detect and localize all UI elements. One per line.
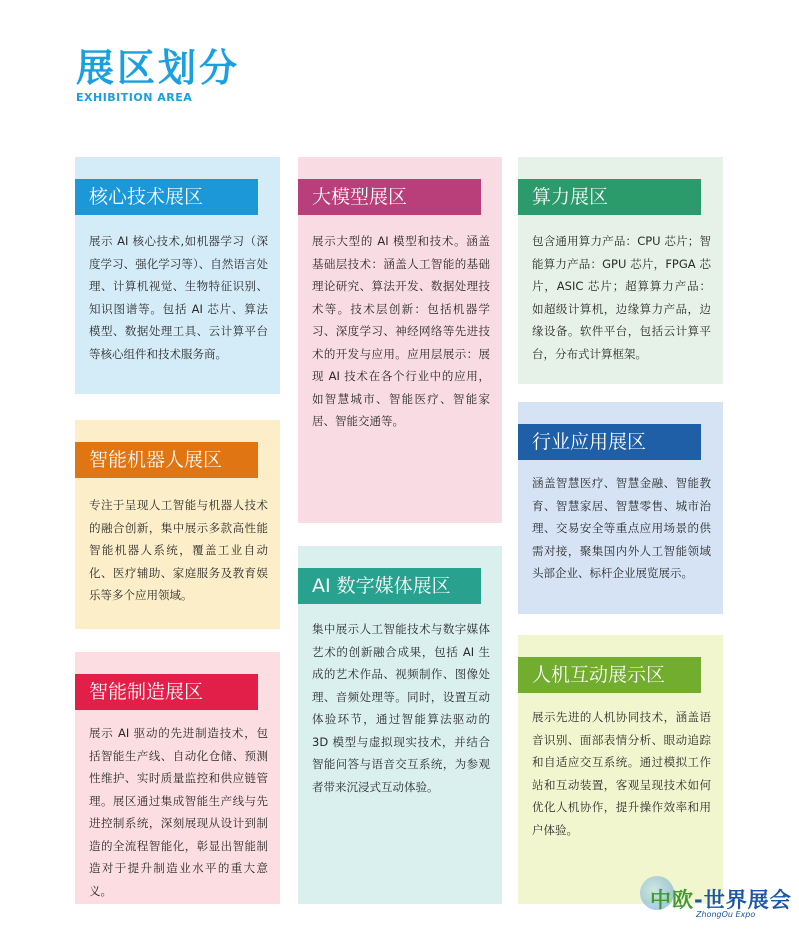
zone-card-robotics [75, 420, 280, 629]
logo-name-part2: -世界展会 [694, 888, 792, 912]
zone-card-description: 涵盖智慧医疗、智慧金融、智能教育、智慧家居、智慧零售、城市治理、交易安全等重点应用场景的供需对接，聚集国内外人工智能领域头部企业、标杆企业展览展示。 [532, 476, 711, 580]
zone-card-title: AI 数字媒体展区 [298, 568, 481, 604]
zone-card-title: 智能制造展区 [75, 674, 258, 710]
page-subtitle: EXHIBITION AREA [76, 91, 193, 104]
zone-card-description: 展示 AI 核心技术,如机器学习（深度学习、强化学习等）、自然语言处理、计算机视觉、生物特征识别、知识图谱等。包括 AI 芯片、算法模型、数据处理工具、云计算平台等核心组件和技术服务商。 [89, 234, 268, 361]
logo-name-part1: 中欧 [650, 888, 694, 912]
zone-card-human-machine [518, 635, 723, 904]
zone-card-title: 行业应用展区 [518, 424, 701, 460]
expo-logo [638, 872, 792, 930]
zone-card-description: 集中展示人工智能技术与数字媒体艺术的创新融合成果，包括 AI 生成的艺术作品、视频制作、图像处理、音频处理等。同时，设置互动体验环节，通过智能算法驱动的 3D 模型与虚拟现实技术，并结合智能问答与语音交互系统，为参观者带来沉浸式互动体验。 [312, 622, 490, 794]
zone-card-industry-apps [518, 402, 723, 614]
zone-card-large-model [298, 157, 502, 523]
zone-card-title: 算力展区 [518, 179, 701, 215]
zone-card-smart-manufacturing [75, 652, 280, 904]
zone-card-title: 核心技术展区 [75, 179, 258, 215]
zone-card-description: 包含通用算力产品：CPU 芯片；智能算力产品：GPU 芯片，FPGA 芯片，ASIC 芯片；超算算力产品：如超级计算机，边缘算力产品，边缘设备。软件平台，包括云计算平台，分布式计算框架。 [532, 234, 711, 361]
zone-card-description: 展示先进的人机协同技术，涵盖语音识别、面部表情分析、眼动追踪和自适应交互系统。通过模拟工作站和互动装置，客观呈现技术如何优化人机协作，提升操作效率和用户体验。 [532, 710, 711, 837]
zone-card-description: 专注于呈现人工智能与机器人技术的融合创新，集中展示多款高性能智能机器人系统，覆盖工业自动化、医疗辅助、家庭服务及教育娱乐等多个应用领域。 [89, 498, 268, 602]
zone-card-digital-media [298, 546, 502, 904]
page-title: 展区划分 [76, 46, 241, 90]
zone-card-core-tech [75, 157, 280, 394]
zone-card-title: 人机互动展示区 [518, 657, 701, 693]
zone-card-description: 展示 AI 驱动的先进制造技术，包括智能生产线、自动化仓储、预测性维护、实时质量监控和供应链管理。展区通过集成智能生产线与先进控制系统，深刻展现从设计到制造的全流程智能化，彰显出智能制造对于提升制造业水平的重大意义。 [89, 726, 268, 898]
zone-card-description: 展示大型的 AI 模型和技术。涵盖基础层技术：涵盖人工智能的基础理论研究、算法开发、数据处理技术等。技术层创新：包括机器学习、深度学习、神经网络等先进技术的开发与应用。应用层展示：展现 AI 技术在各个行业中的应用，如智慧城市、智能医疗、智能家居、智能交通等。 [312, 234, 490, 428]
zone-card-title: 大模型展区 [298, 179, 481, 215]
zone-card-title: 智能机器人展区 [75, 442, 258, 478]
logo-subtext: ZhongOu Expo [696, 910, 756, 919]
zone-card-computing-power [518, 157, 723, 384]
